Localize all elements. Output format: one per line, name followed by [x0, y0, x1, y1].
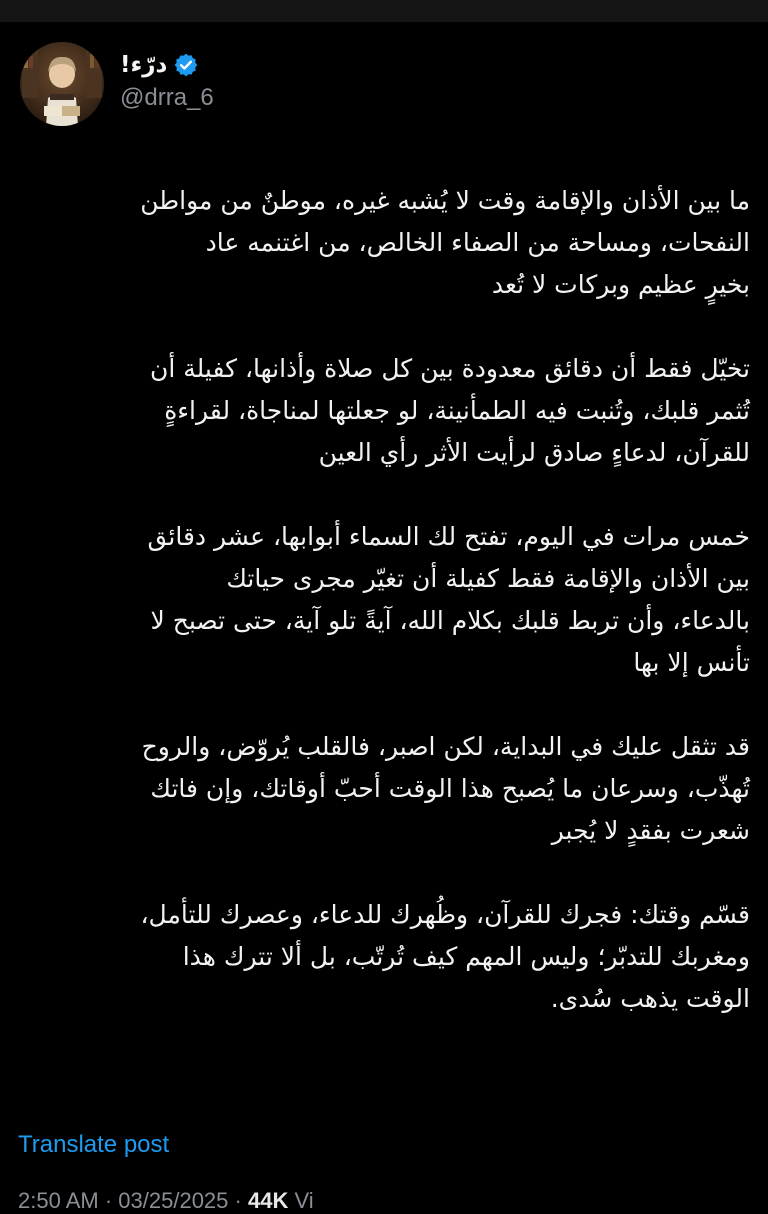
post-paragraph-4 [22, 726, 750, 852]
post-line: شعرت بفقدٍ لا يُجبر [551, 816, 750, 845]
post-line: تُهذّب، وسرعان ما يُصبح هذا الوقت أحبّ أوقاتك، وإن فاتك [150, 774, 750, 803]
post-line: النفحات، ومساحة من الصفاء الخالص، من اغتنمه عاد [205, 228, 750, 257]
post-paragraph-5 [22, 894, 750, 1020]
post-header [20, 42, 748, 132]
verified-badge-icon [173, 52, 199, 78]
meta-separator: · [104, 1188, 113, 1213]
top-status-strip [0, 0, 768, 22]
post-line: بين الأذان والإقامة فقط كفيلة أن تغيّر مجرى حياتك [226, 564, 750, 593]
post-date: 03/25/2025 [118, 1188, 229, 1213]
author-name-row [120, 48, 520, 82]
author-display-name[interactable]: درّء! [120, 52, 168, 78]
post-line: تُثمر قلبك، وتُنبت فيه الطمأنينة، لو جعلتها لمناجاة، لقراءةٍ [164, 396, 750, 425]
post-line: خمس مرات في اليوم، تفتح لك السماء أبوابها، عشر دقائق [147, 522, 750, 551]
views-count: 44K [247, 1188, 289, 1213]
post-meta [18, 1188, 314, 1214]
avatar-image-icon [20, 42, 104, 126]
post-line: للقرآن، لدعاءٍ صادق لرأيت الأثر رأي العين [318, 438, 750, 467]
post-text [22, 180, 750, 1062]
post-line: قد تثقل عليك في البداية، لكن اصبر، فالقلب يُروّض، والروح [141, 732, 750, 761]
views-label: Vi [294, 1188, 314, 1213]
post-paragraph-2 [22, 348, 750, 474]
post-line: الوقت يذهب سُدى. [550, 984, 750, 1013]
post-line: تخيّل فقط أن دقائق معدودة بين كل صلاة وأذانها، كفيلة أن [149, 354, 750, 383]
author-handle[interactable]: @drra_6 [120, 84, 214, 111]
author-info [120, 48, 520, 112]
post-line: قسّم وقتك: فجرك للقرآن، وظُهرك للدعاء، وعصرك للتأمل، [140, 900, 750, 929]
post-time: 2:50 AM [18, 1188, 99, 1213]
post-line: تأنس إلا بها [633, 648, 750, 677]
post-line: بالدعاء، وأن تربط قلبك بكلام الله، آيةً تلو آية، حتى تصبح لا [150, 606, 750, 635]
post-line: ومغربك للتدبّر؛ وليس المهم كيف تُرتّب، بل ألا تترك هذا [182, 942, 750, 971]
translate-post-link[interactable]: Translate post [18, 1131, 170, 1158]
post-line: بخيرٍ عظيم وبركات لا تُعد [491, 270, 750, 299]
post-paragraph-3 [22, 516, 750, 684]
avatar[interactable] [20, 42, 104, 126]
meta-separator: · [234, 1188, 242, 1213]
post-line: ما بين الأذان والإقامة وقت لا يُشبه غيره، موطنٌ من مواطن [140, 186, 750, 215]
post-paragraph-1 [22, 180, 750, 306]
